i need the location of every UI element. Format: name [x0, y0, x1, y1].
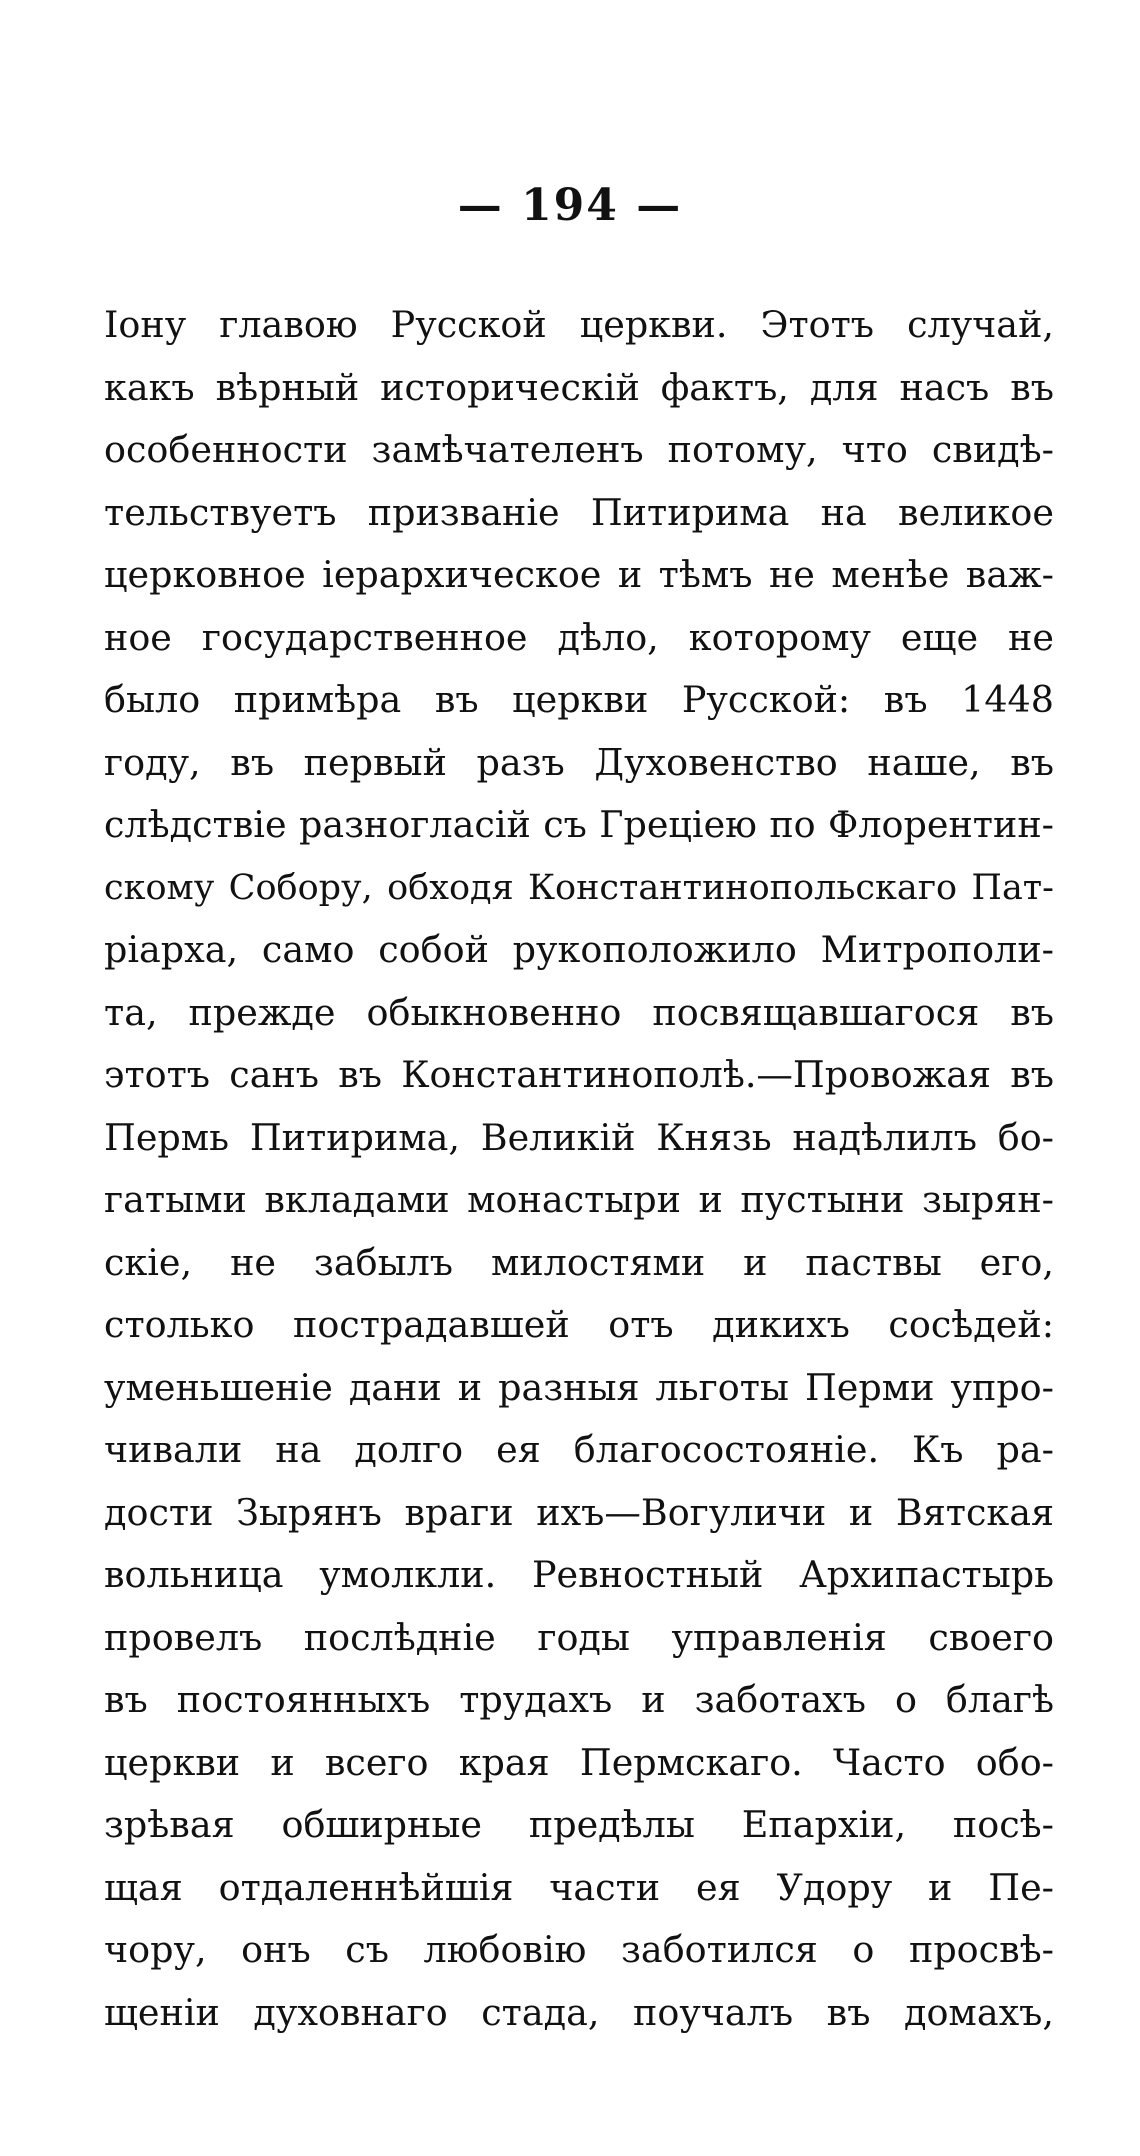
- text-line: скіе, не забылъ милостями и паствы его,: [104, 1240, 1054, 1284]
- text-line: щая отдаленнѣйшія части ея Удору и Пе-: [104, 1865, 1054, 1909]
- text-line: особенности замѣчателенъ потому, что свидѣ-: [104, 428, 1054, 471]
- body-text: [104, 294, 1054, 2044]
- text-line: какъ вѣрный историческій фактъ, для насъ въ: [104, 365, 1054, 409]
- text-line: уменьшеніе дани и разныя льготы Перми упро-: [104, 1365, 1054, 1409]
- text-line: гатыми вкладами монастыри и пустыни зырян-: [104, 1178, 1054, 1221]
- text-line: тельствуетъ призваніе Питирима на великое: [104, 490, 1054, 534]
- text-line: зрѣвая обширные предѣлы Епархіи, посѣ-: [104, 1803, 1054, 1846]
- text-line: скому Собору, обходя Константинопольскаго Пат-: [104, 867, 1054, 908]
- text-line: ное государственное дѣло, которому еще не: [104, 615, 1054, 659]
- text-line: Іону главою Русской церкви. Этотъ случай,: [104, 303, 1054, 346]
- text-line: щеніи духовнаго стада, поучалъ въ домахъ,: [104, 1990, 1054, 2034]
- text-line: въ постоянныхъ трудахъ и заботахъ о благѣ: [104, 1678, 1054, 1721]
- page-number: — 194 —: [457, 180, 683, 231]
- text-line: та, прежде обыкновенно посвящавшагося въ: [104, 990, 1054, 1034]
- text-line: ріарха, само собой рукоположило Митрополи-: [104, 928, 1054, 971]
- text-line: провелъ послѣдніе годы управленія своего: [104, 1615, 1054, 1659]
- text-line: вольница умолкли. Ревностный Архипастырь: [104, 1553, 1054, 1596]
- text-line: церкви и всего края Пермскаго. Часто обо-: [104, 1740, 1054, 1784]
- text-line: столько пострадавшей отъ дикихъ сосѣдей:: [104, 1303, 1054, 1346]
- text-line: этотъ санъ въ Константинополѣ.—Провожая въ: [104, 1053, 1054, 1096]
- text-line: чору, онъ съ любовію заботился о просвѣ-: [104, 1928, 1054, 1971]
- text-line: чивали на долго ея благосостояніе. Къ ра-: [104, 1428, 1054, 1471]
- text-line: слѣдствіе разногласій съ Греціею по Флорентин-: [104, 803, 1054, 846]
- text-line: году, въ первый разъ Духовенство наше, въ: [104, 740, 1054, 784]
- text-line: было примѣра въ церкви Русской: въ 1448: [104, 678, 1054, 721]
- text-line: Пермь Питирима, Великій Князь надѣлилъ бо-: [104, 1115, 1054, 1159]
- text-line: церковное іерархическое и тѣмъ не менѣе важ-: [104, 553, 1054, 596]
- text-line: дости Зырянъ враги ихъ—Вогуличи и Вятская: [104, 1490, 1054, 1534]
